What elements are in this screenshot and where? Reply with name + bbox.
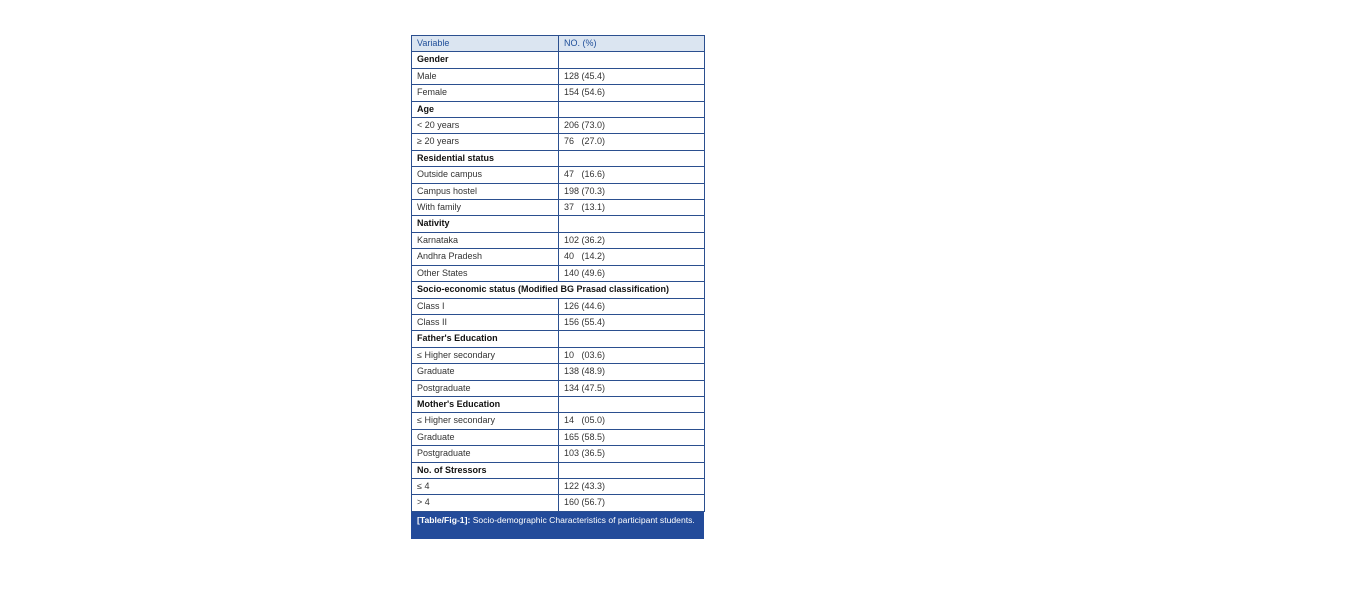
table-row (412, 347, 705, 363)
caption-text: Socio-demographic Characteristics of participant students. (470, 514, 695, 525)
table-row (412, 495, 705, 511)
group-empty-cell (559, 101, 705, 117)
value-cell: 103 (36.5) (559, 446, 705, 462)
group-empty-cell (559, 331, 705, 347)
table-row (412, 85, 705, 101)
value-cell: 156 (55.4) (559, 314, 705, 330)
table-row (412, 478, 705, 494)
table-group-row (412, 101, 705, 117)
value-cell: 134 (47.5) (559, 380, 705, 396)
table-figure (411, 35, 704, 539)
variable-cell: With family (412, 200, 559, 216)
table-group-row (412, 282, 705, 298)
value-cell: 47 (16.6) (559, 167, 705, 183)
table-row (412, 183, 705, 199)
value-cell: 154 (54.6) (559, 85, 705, 101)
value-cell: 206 (73.0) (559, 118, 705, 134)
group-empty-cell (559, 216, 705, 232)
table-group-row (412, 216, 705, 232)
group-label: Socio-economic status (Modified BG Prasad classification) (412, 282, 705, 298)
table-row (412, 200, 705, 216)
table-row (412, 446, 705, 462)
table-row (412, 249, 705, 265)
table-row (412, 429, 705, 445)
table-group-row (412, 52, 705, 68)
table-body (412, 52, 705, 511)
table-row (412, 68, 705, 84)
table-row (412, 134, 705, 150)
group-empty-cell (559, 462, 705, 478)
group-empty-cell (559, 52, 705, 68)
variable-cell: Campus hostel (412, 183, 559, 199)
table-group-row (412, 396, 705, 412)
variable-cell: > 4 (412, 495, 559, 511)
value-cell: 37 (13.1) (559, 200, 705, 216)
variable-cell: Class II (412, 314, 559, 330)
group-label: Father's Education (412, 331, 559, 347)
variable-cell: Postgraduate (412, 380, 559, 396)
group-empty-cell (559, 396, 705, 412)
table-row (412, 413, 705, 429)
group-label: Nativity (412, 216, 559, 232)
table-row (412, 118, 705, 134)
value-cell: 14 (05.0) (559, 413, 705, 429)
caption-tag: [Table/Fig-1]: (417, 514, 471, 525)
variable-cell: Other States (412, 265, 559, 281)
value-cell: 40 (14.2) (559, 249, 705, 265)
value-cell: 126 (44.6) (559, 298, 705, 314)
table-row (412, 298, 705, 314)
value-cell: 122 (43.3) (559, 478, 705, 494)
value-cell: 160 (56.7) (559, 495, 705, 511)
socio-demographic-table (411, 35, 705, 512)
table-row (412, 314, 705, 330)
variable-cell: < 20 years (412, 118, 559, 134)
table-row (412, 232, 705, 248)
value-cell: 138 (48.9) (559, 364, 705, 380)
header-number-percent: NO. (%) (559, 36, 705, 52)
table-row (412, 265, 705, 281)
table-group-row (412, 150, 705, 166)
value-cell: 10 (03.6) (559, 347, 705, 363)
group-label: Mother's Education (412, 396, 559, 412)
table-row (412, 380, 705, 396)
table-group-row (412, 331, 705, 347)
group-empty-cell (559, 150, 705, 166)
variable-cell: Andhra Pradesh (412, 249, 559, 265)
variable-cell: Class I (412, 298, 559, 314)
table-group-row (412, 462, 705, 478)
group-label: Residential status (412, 150, 559, 166)
variable-cell: ≤ 4 (412, 478, 559, 494)
variable-cell: Graduate (412, 429, 559, 445)
variable-cell: Female (412, 85, 559, 101)
table-row (412, 167, 705, 183)
header-variable: Variable (412, 36, 559, 52)
variable-cell: Male (412, 68, 559, 84)
variable-cell: ≥ 20 years (412, 134, 559, 150)
group-label: Age (412, 101, 559, 117)
value-cell: 128 (45.4) (559, 68, 705, 84)
value-cell: 76 (27.0) (559, 134, 705, 150)
variable-cell: ≤ Higher secondary (412, 347, 559, 363)
value-cell: 165 (58.5) (559, 429, 705, 445)
group-label: Gender (412, 52, 559, 68)
value-cell: 140 (49.6) (559, 265, 705, 281)
value-cell: 198 (70.3) (559, 183, 705, 199)
variable-cell: Outside campus (412, 167, 559, 183)
variable-cell: ≤ Higher secondary (412, 413, 559, 429)
variable-cell: Karnataka (412, 232, 559, 248)
value-cell: 102 (36.2) (559, 232, 705, 248)
variable-cell: Postgraduate (412, 446, 559, 462)
table-header-row (412, 36, 705, 52)
table-row (412, 364, 705, 380)
variable-cell: Graduate (412, 364, 559, 380)
group-label: No. of Stressors (412, 462, 559, 478)
table-caption (411, 512, 704, 539)
